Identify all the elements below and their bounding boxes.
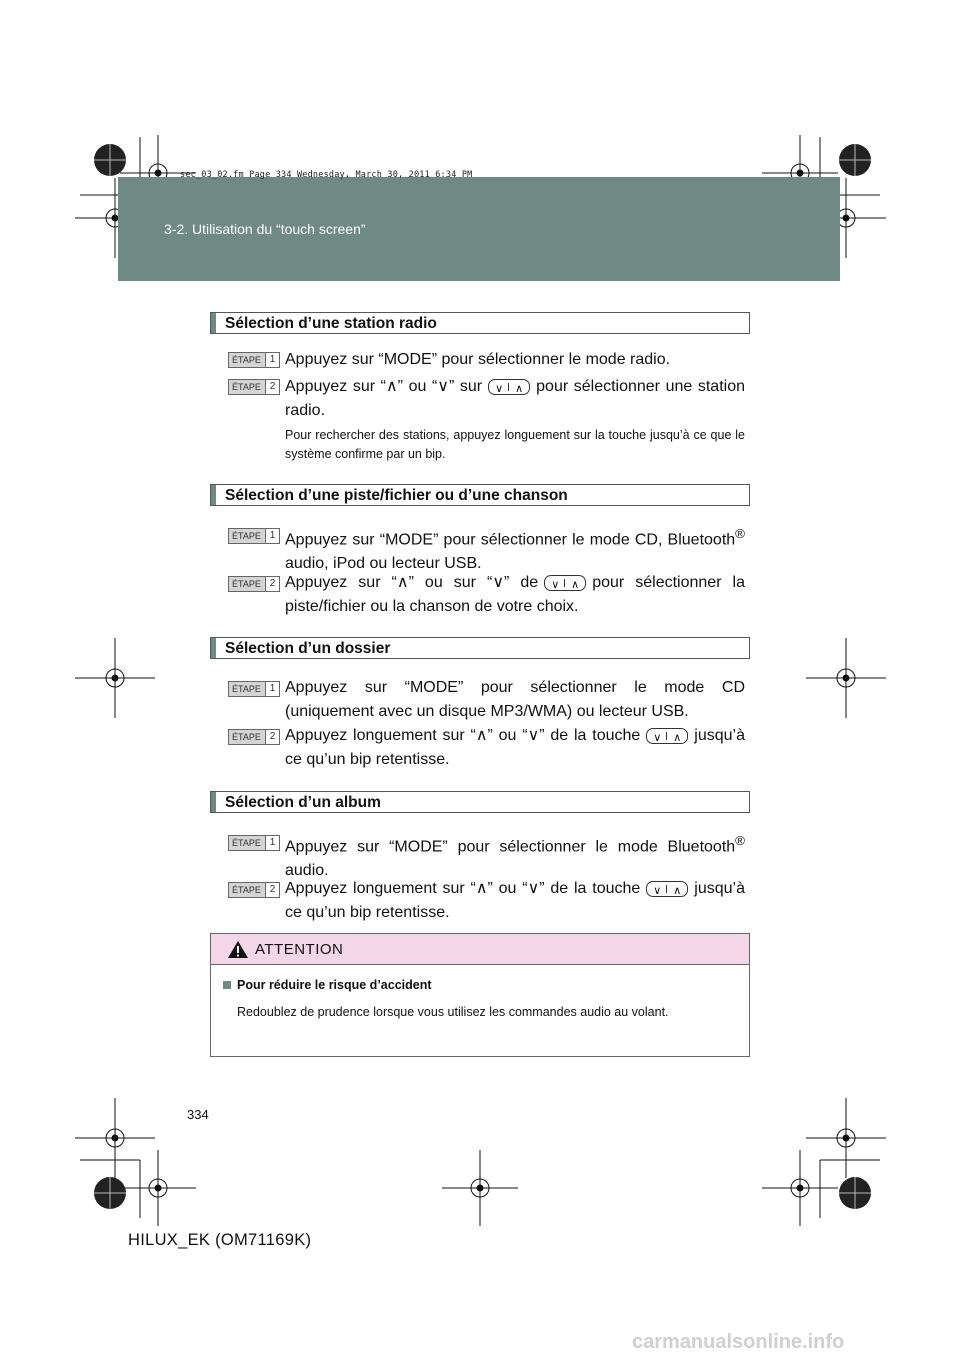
warning-heading: Pour réduire le risque d’accident: [223, 978, 432, 992]
step-text: Appuyez sur “MODE” pour sélectionner le mode radio.: [285, 351, 671, 368]
section-marker: [211, 313, 216, 333]
step-badge: ÉTAPE 1: [228, 352, 280, 368]
seek-key-icon: [646, 728, 688, 744]
page-number: 334: [187, 1107, 209, 1122]
bullet-square-icon: [223, 981, 231, 989]
step-badge: ÉTAPE 1: [228, 681, 280, 697]
section-title: Sélection d’un dossier: [225, 640, 391, 657]
step-text: Appuyez sur “∧” ou “∨” sur∨ ∧ pour sélectionner une station radio.: [285, 375, 745, 423]
watermark: carmanualsonline.info: [632, 1331, 845, 1353]
section-title-bar: [210, 791, 750, 813]
footer-model: HILUX_EK (OM71169K): [128, 1231, 312, 1249]
warning-header: [211, 934, 749, 965]
warning-box: [210, 933, 750, 1057]
warning-title: ATTENTION: [255, 941, 344, 958]
section-title: Sélection d’une station radio: [225, 315, 437, 332]
seek-key-icon: [646, 881, 688, 897]
seek-key-icon: [544, 575, 586, 591]
section-title: Sélection d’une piste/fichier ou d’une chanson: [225, 487, 568, 504]
step-text: Appuyez sur “MODE” pour sélectionner le mode Bluetooth® audio.: [285, 833, 745, 880]
step-badge: ÉTAPE 1: [228, 835, 280, 851]
step-badge: ÉTAPE 1: [228, 528, 280, 544]
step-badge: ÉTAPE 2: [228, 576, 280, 592]
step-badge: ÉTAPE 2: [228, 882, 280, 898]
step-text: Appuyez sur “MODE” pour sélectionner le mode CD, Bluetooth® audio, iPod ou lecteur USB.: [285, 526, 745, 573]
seek-key-icon: [488, 379, 530, 395]
section-title: Sélection d’un album: [225, 794, 381, 811]
step-badge: ÉTAPE 2: [228, 379, 280, 395]
section-title-bar: [210, 484, 750, 506]
section-title-bar: [210, 637, 750, 659]
step-text: Appuyez sur “MODE” pour sélectionner le mode CD (uniquement avec un disque MP3/WMA) ou lecteur USB.: [285, 679, 745, 720]
file-info: sec_03_02.fm Page 334 Wednesday, March 30, 2011 6:34 PM: [180, 170, 473, 180]
step-text: Appuyez longuement sur “∧” ou “∨” de la touche∨ ∧ jusqu’à ce qu’un bip retentisse.: [285, 724, 745, 772]
section-title-bar: [210, 312, 750, 334]
step-text: Appuyez longuement sur “∧” ou “∨” de la touche∨ ∧ jusqu’à ce qu’un bip retentisse.: [285, 877, 745, 925]
warning-triangle-icon: [227, 940, 249, 959]
section-marker: [211, 792, 216, 812]
section-header: 3-2. Utilisation du “touch screen”: [164, 221, 366, 237]
step-text: Appuyez sur “∧” ou sur “∨” de∨ ∧ pour sélectionner la piste/fichier ou la chanson de votre choix.: [285, 571, 745, 619]
step-badge: ÉTAPE 2: [228, 729, 280, 745]
section-marker: [211, 485, 216, 505]
section-marker: [211, 638, 216, 658]
warning-body: Redoublez de prudence lorsque vous utilisez les commandes audio au volant.: [237, 1005, 669, 1019]
note-text: Pour rechercher des stations, appuyez longuement sur la touche jusqu’à ce que le système confirme par un bip.: [285, 428, 745, 461]
